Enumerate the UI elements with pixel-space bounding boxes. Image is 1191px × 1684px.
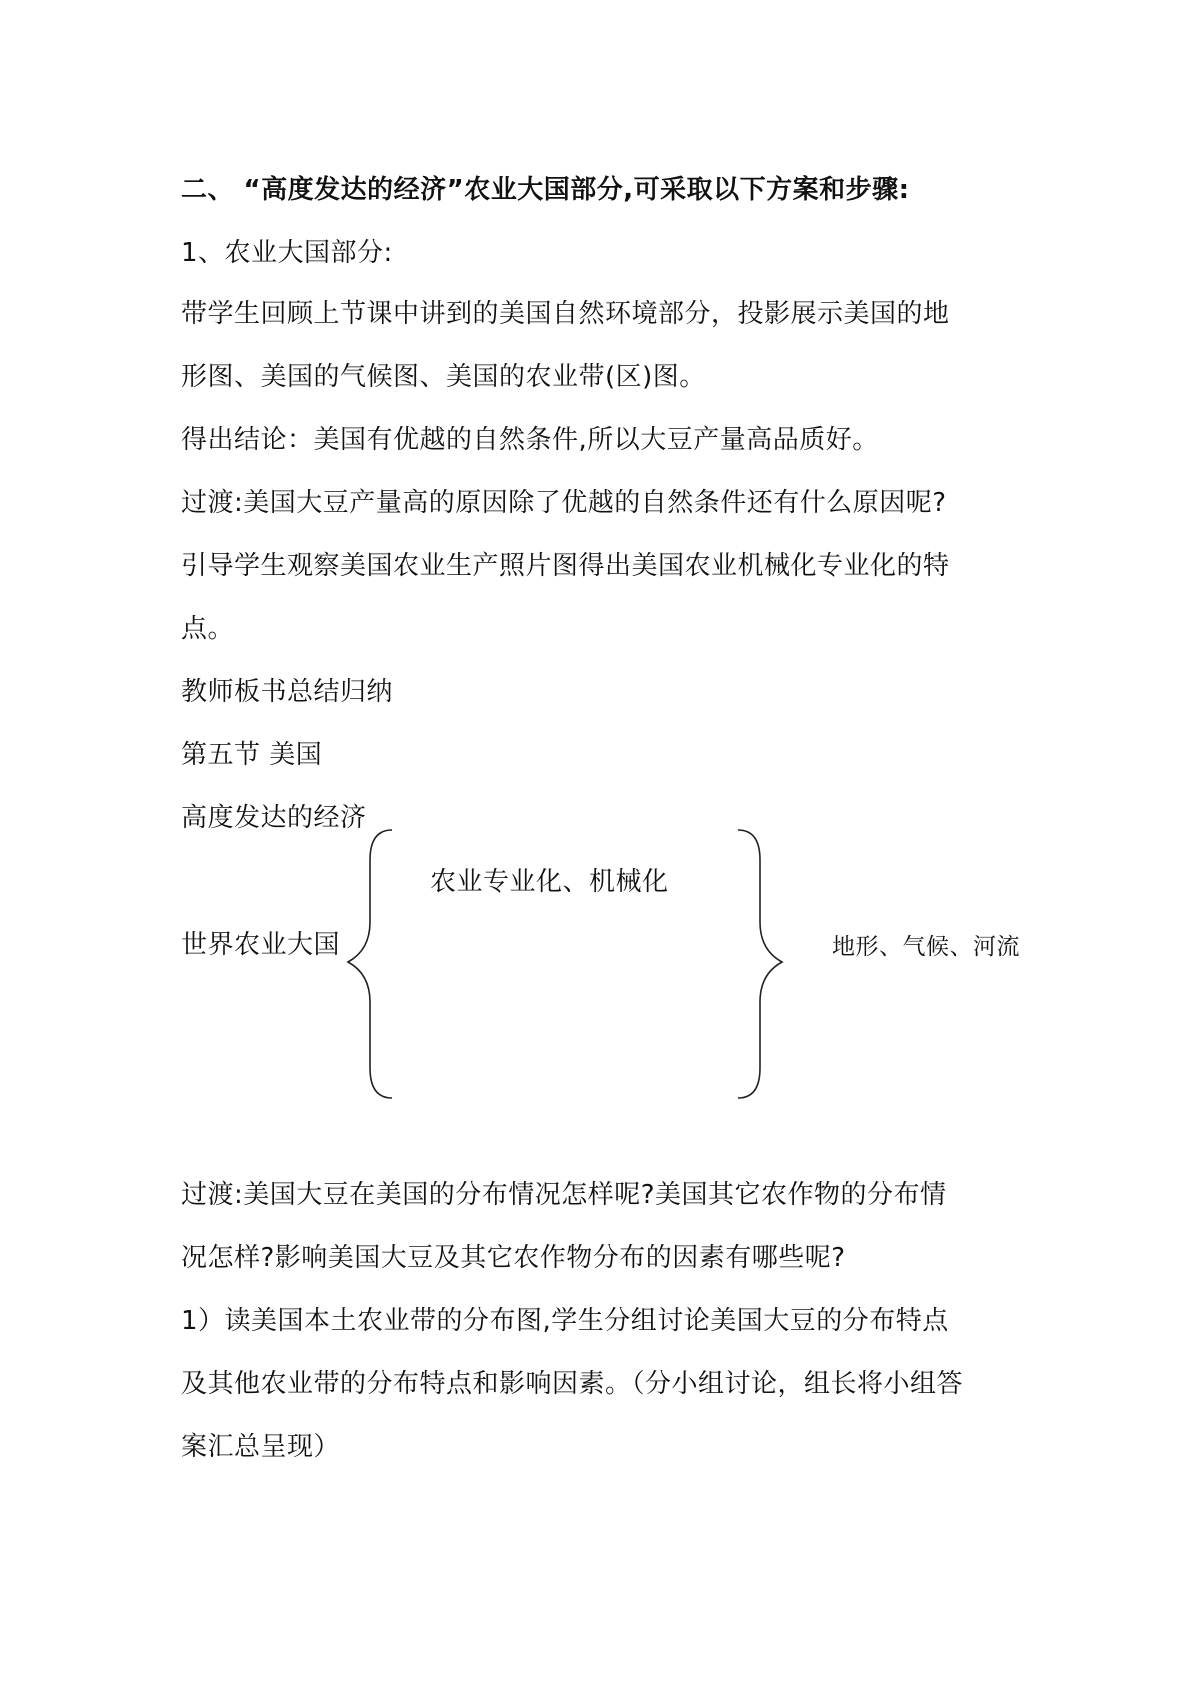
subsection-title: 1、农业大国部分: <box>181 238 393 268</box>
paragraph-line: 引导学生观察美国农业生产照片图得出美国农业机械化专业化的特 <box>181 551 950 581</box>
left-brace-icon <box>348 830 392 1098</box>
board-topic: 高度发达的经济 <box>181 803 367 833</box>
board-inner-label: 农业专业化、机械化 <box>430 867 669 897</box>
transition-line: 况怎样?影响美国大豆及其它农作物分布的因素有哪些呢? <box>181 1243 846 1273</box>
conclusion-line: 得出结论：美国有优越的自然条件,所以大豆产量高品质好。 <box>181 425 879 455</box>
transition-line: 过渡:美国大豆在美国的分布情况怎样呢?美国其它农作物的分布情 <box>181 1180 947 1210</box>
section-heading: 二、 “高度发达的经济”农业大国部分,可采取以下方案和步骤: <box>181 175 910 205</box>
step-line: 案汇总呈现） <box>181 1432 341 1462</box>
board-section-title: 第五节 美国 <box>181 740 323 770</box>
paragraph-line: 点。 <box>181 614 235 644</box>
step-line: 及其他农业带的分布特点和影响因素。（分小组讨论，组长将小组答 <box>181 1369 964 1399</box>
board-right-label: 地形、气候、河流 <box>832 934 1020 960</box>
paragraph-line: 带学生回顾上节课中讲到的美国自然环境部分，投影展示美国的地 <box>181 299 950 329</box>
paragraph-line: 形图、美国的气候图、美国的农业带(区)图。 <box>181 362 706 392</box>
teacher-note: 教师板书总结归纳 <box>181 677 394 707</box>
step-line: 1）读美国本土农业带的分布图,学生分组讨论美国大豆的分布特点 <box>181 1306 949 1336</box>
board-left-label: 世界农业大国 <box>181 930 341 960</box>
transition-line: 过渡:美国大豆产量高的原因除了优越的自然条件还有什么原因呢? <box>181 488 947 518</box>
right-brace-icon <box>738 830 782 1098</box>
